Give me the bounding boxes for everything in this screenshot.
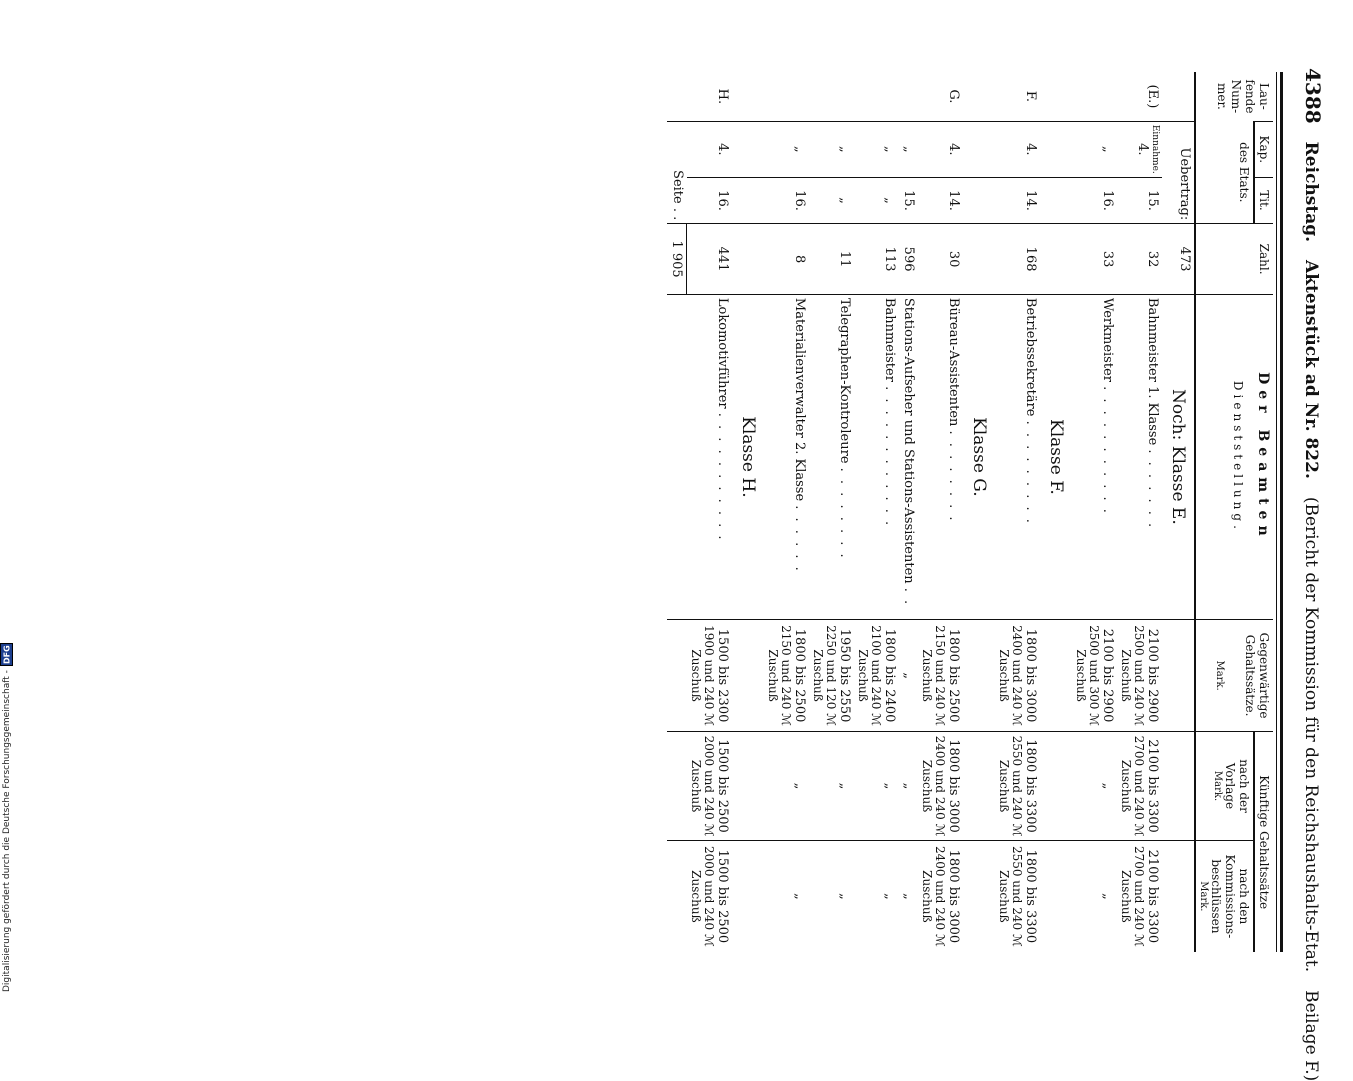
row-dienst-label: Stations-Aufseher und Stations-Assistenten: [901, 297, 916, 584]
row-current-sub: 2500 und 240 ℳ Zuschuß: [1119, 625, 1146, 727]
row-current-sub: 2150 und 240 ℳ Zuschuß: [766, 625, 793, 727]
col-kap: Kap.: [1254, 121, 1273, 177]
row-kommission-sub: 2700 und 240 ℳ Zuschuß: [1119, 845, 1146, 947]
col-vorlage: [1195, 732, 1254, 840]
kommission-unit: Mark.: [1198, 881, 1209, 912]
row-current-sub: 2150 und 240 ℳ Zuschuß: [920, 625, 947, 727]
leader-dots: . . . . . . . . . . . .: [882, 386, 897, 528]
page-number: 4388: [1301, 68, 1325, 124]
header-title: Reichstag.: [1301, 141, 1321, 243]
row-vorlage-range: 2100 bis 3300: [1145, 739, 1160, 833]
row-zahl: 168: [995, 224, 1040, 295]
col-des-etats: des Etats.: [1195, 121, 1254, 223]
current-unit: Mark.: [1214, 660, 1225, 691]
row-dienst-label: Betriebssekretäre: [1023, 297, 1038, 417]
row-current-range: 1500 bis 2300: [715, 628, 730, 723]
leader-dots: . .: [901, 587, 916, 607]
uebertrag-label: Uebertrag:: [1162, 121, 1195, 223]
row-dienst-label: Telegraphen-Kontroleure: [837, 297, 852, 464]
row-zahl: 11: [809, 224, 854, 295]
table-row: [918, 72, 963, 952]
row-vorlage: [687, 732, 732, 840]
col-laufende-nummer: Lau-fende Num-mer.: [1195, 72, 1273, 121]
col-kommission: [1195, 840, 1254, 952]
row-vorlage: „: [764, 732, 809, 840]
row-current: [854, 619, 899, 731]
row-dienst-label: Bahnmeister: [882, 297, 897, 382]
row-kap: „: [764, 121, 809, 177]
row-current: [687, 619, 732, 731]
row-current-range: 1800 bis 2500: [792, 628, 807, 723]
row-lf: G.: [946, 89, 961, 104]
table-row: [764, 72, 809, 952]
row-kommission-sub: 2000 und 240 ℳ Zuschuß: [689, 845, 716, 947]
row-lf: H.: [715, 88, 730, 105]
row-current-range: 1800 bis 2400: [882, 628, 897, 723]
row-vorlage-sub: 2700 und 240 ℳ Zuschuß: [1119, 735, 1146, 837]
row-tit: 16.: [687, 177, 732, 224]
row-vorlage-range: 1800 bis 3300: [1023, 739, 1038, 833]
row-zahl: 33: [1072, 224, 1117, 295]
row-vorlage-range: 1800 bis 3000: [946, 739, 961, 833]
row-current: [995, 619, 1040, 731]
klasse-h-heading: Klasse H.: [732, 294, 764, 619]
table-row: [732, 72, 764, 952]
row-kap: 4.: [918, 121, 963, 177]
row-kommission-sub: 2550 und 240 ℳ Zuschuß: [997, 845, 1024, 947]
row-zahl: 32: [1117, 224, 1162, 295]
leader-dots: . . . . . . . . . . .: [715, 412, 730, 542]
col-current: [1195, 619, 1273, 731]
row-kap: „: [809, 121, 854, 177]
row-dienst-label: Werkmeister: [1100, 297, 1115, 382]
row-current-sub: 1900 und 240 ℳ Zuschuß: [689, 625, 716, 727]
leader-dots: . . . . . . .: [1145, 449, 1160, 530]
row-note: Einnahme.: [1150, 124, 1160, 174]
row-vorlage: [918, 732, 963, 840]
leader-dots: . . . . . . . .: [837, 467, 852, 560]
row-tit: 14.: [918, 177, 963, 224]
row-kommission: [995, 840, 1040, 952]
leader-dots: . . . . . . . . .: [1023, 420, 1038, 525]
top-rule: [1280, 72, 1283, 952]
uebertrag-zahl: 473: [1162, 224, 1195, 295]
row-zahl: 596: [899, 224, 918, 295]
row-vorlage: „: [1072, 732, 1117, 840]
col-tit: Tit.: [1254, 177, 1273, 224]
col-beamten: [1195, 294, 1273, 619]
table-row: [963, 72, 995, 952]
row-dienst: [809, 294, 854, 619]
row-dienst-label: Lokomotivführer: [715, 297, 730, 409]
kommission-heading: nach den Kommissions-beschlüssen: [1209, 854, 1251, 939]
row-kommission: „: [899, 840, 918, 952]
row-current: [1072, 619, 1117, 731]
dfg-logo: DFG: [2, 645, 12, 665]
row-kommission-range: 1800 bis 3000: [946, 849, 961, 944]
row-dienst: [918, 294, 963, 619]
row-kommission: „: [809, 840, 854, 952]
row-dienst: [899, 294, 918, 619]
klasse-g-heading: Klasse G.: [963, 294, 995, 619]
row-tit: 16.: [764, 177, 809, 224]
table-row: [809, 72, 854, 952]
leader-dots: . . . . . . . .: [946, 430, 961, 523]
row-kap: [1117, 121, 1162, 177]
row-dienst-label: Bahnmeister 1. Klasse: [1145, 297, 1160, 446]
table-row: [1117, 72, 1162, 952]
klasse-f-heading: Klasse F.: [1040, 294, 1072, 619]
row-dienst: [995, 294, 1040, 619]
header-description: (Bericht der Kommission für den Reichshaushalts-Etat.: [1301, 496, 1321, 973]
row-tit: „: [809, 177, 854, 224]
row-lf: F.: [1023, 90, 1038, 102]
row-tit: 16.: [1072, 177, 1117, 224]
col-future: Künftige Gehaltssätze: [1254, 732, 1273, 952]
row-zahl: 30: [918, 224, 963, 295]
row-current-sub: 2100 und 240 ℳ Zuschuß: [856, 625, 883, 727]
col-zahl: Zahl.: [1195, 224, 1273, 295]
row-dienst-label: Materialienverwalter 2. Klasse: [792, 297, 807, 502]
row-kap-value: 4.: [1135, 143, 1150, 156]
row-zahl: 8: [764, 224, 809, 295]
row-kommission: [1117, 840, 1162, 952]
dienststellung-heading: Dienststellung.: [1231, 380, 1245, 533]
row-current-range: 2100 bis 2900: [1100, 628, 1115, 723]
row-dienst: [764, 294, 809, 619]
header-subtitle: Aktenstück ad Nr. 822.: [1301, 260, 1321, 479]
leader-dots: . . . . . .: [792, 505, 807, 573]
table-row: [1040, 72, 1072, 952]
row-vorlage: „: [854, 732, 899, 840]
row-kommission-range: 2100 bis 3300: [1145, 849, 1160, 944]
row-kap: „: [899, 121, 918, 177]
row-kommission: [918, 840, 963, 952]
row-kap: „: [1072, 121, 1117, 177]
row-kap: 4.: [687, 121, 732, 177]
row-dienst-label: Büreau-Assistenten: [946, 297, 961, 427]
row-current: [764, 619, 809, 731]
row-zahl: 113: [854, 224, 899, 295]
row-zahl: 441: [687, 224, 732, 295]
table-row: [995, 72, 1040, 952]
row-current: [1117, 619, 1162, 731]
row-current: [809, 619, 854, 731]
row-vorlage: „: [809, 732, 854, 840]
row-current: [918, 619, 963, 731]
row-vorlage: [1117, 732, 1162, 840]
table-row: [668, 72, 688, 952]
row-vorlage: „: [899, 732, 918, 840]
row-tit: „: [854, 177, 899, 224]
row-tit: 15.: [1117, 177, 1162, 224]
row-kommission: „: [854, 840, 899, 952]
table-row: [899, 72, 918, 952]
row-current-range: 1800 bis 3000: [1023, 628, 1038, 723]
row-current-sub: 2400 und 240 ℳ Zuschuß: [997, 625, 1024, 727]
row-vorlage: [995, 732, 1040, 840]
row-lf: (E.): [1145, 84, 1160, 109]
vorlage-heading: nach der Vorlage: [1223, 759, 1251, 813]
row-kap: 4.: [995, 121, 1040, 177]
row-tit: 15.: [899, 177, 918, 224]
beamten-heading: Der Beamten: [1255, 372, 1271, 542]
row-current-sub: 2250 und 120 ℳ Zuschuß: [811, 625, 838, 727]
row-current-sub: 2500 und 300 ℳ Zuschuß: [1074, 625, 1101, 727]
row-current-range: 2100 bis 2900: [1145, 628, 1160, 723]
row-current-range: 1800 bis 2500: [946, 628, 961, 723]
header-supplement: Beilage F.): [1301, 990, 1321, 1081]
row-kap: „: [854, 121, 899, 177]
row-kommission: [687, 840, 732, 952]
row-tit: 14.: [995, 177, 1040, 224]
leader-dots: . . . . . . . . . . .: [1100, 386, 1115, 515]
row-current-range: 1950 bis 2550: [837, 628, 852, 723]
row-vorlage-range: 1500 bis 2500: [715, 739, 730, 833]
table-row: [854, 72, 899, 952]
klasse-e-note: Noch: Klasse E.: [1162, 294, 1195, 619]
vorlage-unit: Mark.: [1212, 770, 1223, 802]
salary-table: [668, 72, 1274, 952]
row-vorlage-sub: 2400 und 240 ℳ Zuschuß: [920, 735, 947, 837]
seite-zahl: 1 905: [668, 224, 688, 295]
row-vorlage-sub: 2550 und 240 ℳ Zuschuß: [997, 735, 1024, 837]
page-header: [1291, 68, 1325, 1081]
current-heading: Gegenwärtige Gehaltssätze.: [1243, 632, 1271, 719]
row-kommission: „: [764, 840, 809, 952]
table-row: [1072, 72, 1117, 952]
row-dienst: [1072, 294, 1117, 619]
row-kommission: „: [1072, 840, 1117, 952]
row-dienst: [854, 294, 899, 619]
top-rule-thin: [1276, 72, 1277, 952]
table-row: [687, 72, 732, 952]
footer-text: Digitalisierung gefördert durch die Deutsche Forschungsgemeinschaft -: [2, 670, 12, 992]
row-current: „: [899, 619, 918, 731]
table-row: [1162, 72, 1195, 952]
row-kommission-range: 1800 bis 3300: [1023, 849, 1038, 944]
row-dienst: [1117, 294, 1162, 619]
row-vorlage-sub: 2000 und 240 ℳ Zuschuß: [689, 735, 716, 837]
row-dienst: [687, 294, 732, 619]
digitization-footer: [0, 606, 14, 992]
row-kommission-range: 1500 bis 2500: [715, 849, 730, 944]
row-kommission-sub: 2400 und 240 ℳ Zuschuß: [920, 845, 947, 947]
seite-label: Seite . .: [668, 121, 688, 223]
